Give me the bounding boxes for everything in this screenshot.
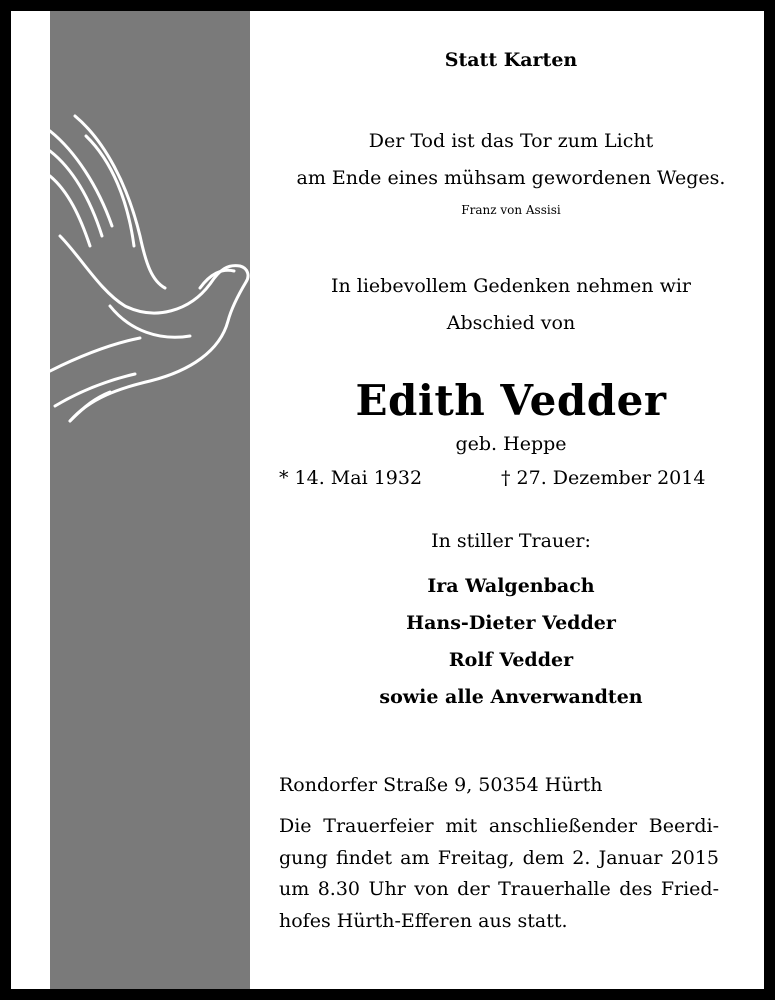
mourner-name: Hans-Dieter Vedder	[406, 612, 616, 634]
quote-author: Franz von Assisi	[461, 203, 561, 217]
intro-line-2: Abschied von	[446, 312, 576, 334]
birth-date: * 14. Mai 1932	[279, 467, 423, 489]
quote-line-2: am Ende eines mühsam gewordenen Weges.	[296, 167, 726, 189]
mourner-name: Rolf Vedder	[448, 649, 574, 671]
quote-line-1: Der Tod ist das Tor zum Licht	[368, 130, 654, 152]
mourners-heading: In stiller Trauer:	[431, 530, 591, 552]
mourner-name: Ira Walgenbach	[427, 575, 595, 597]
notice-content	[261, 11, 761, 989]
ceremony-line: Die Trauerfeier mit anschließender Beerdi-	[279, 815, 719, 837]
deceased-name: Edith Vedder	[355, 376, 667, 425]
dove-icon	[50, 106, 250, 436]
intro-line-1: In liebevollem Gedenken nehmen wir	[331, 275, 691, 297]
ceremony-line: um 8.30 Uhr von der Trauerhalle des Fried-	[279, 878, 719, 900]
ceremony-details	[279, 811, 719, 937]
death-date: † 27. Dezember 2014	[501, 467, 706, 489]
maiden-name: geb. Heppe	[455, 433, 567, 455]
family-address: Rondorfer Straße 9, 50354 Hürth	[279, 774, 603, 796]
ceremony-line: hofes Hürth-Efferen aus statt.	[279, 909, 568, 932]
ceremony-line: gung findet am Freitag, dem 2. Januar 2015	[279, 846, 719, 869]
mourner-name: sowie alle Anverwandten	[379, 686, 643, 708]
statt-karten-label: Statt Karten	[444, 49, 578, 71]
